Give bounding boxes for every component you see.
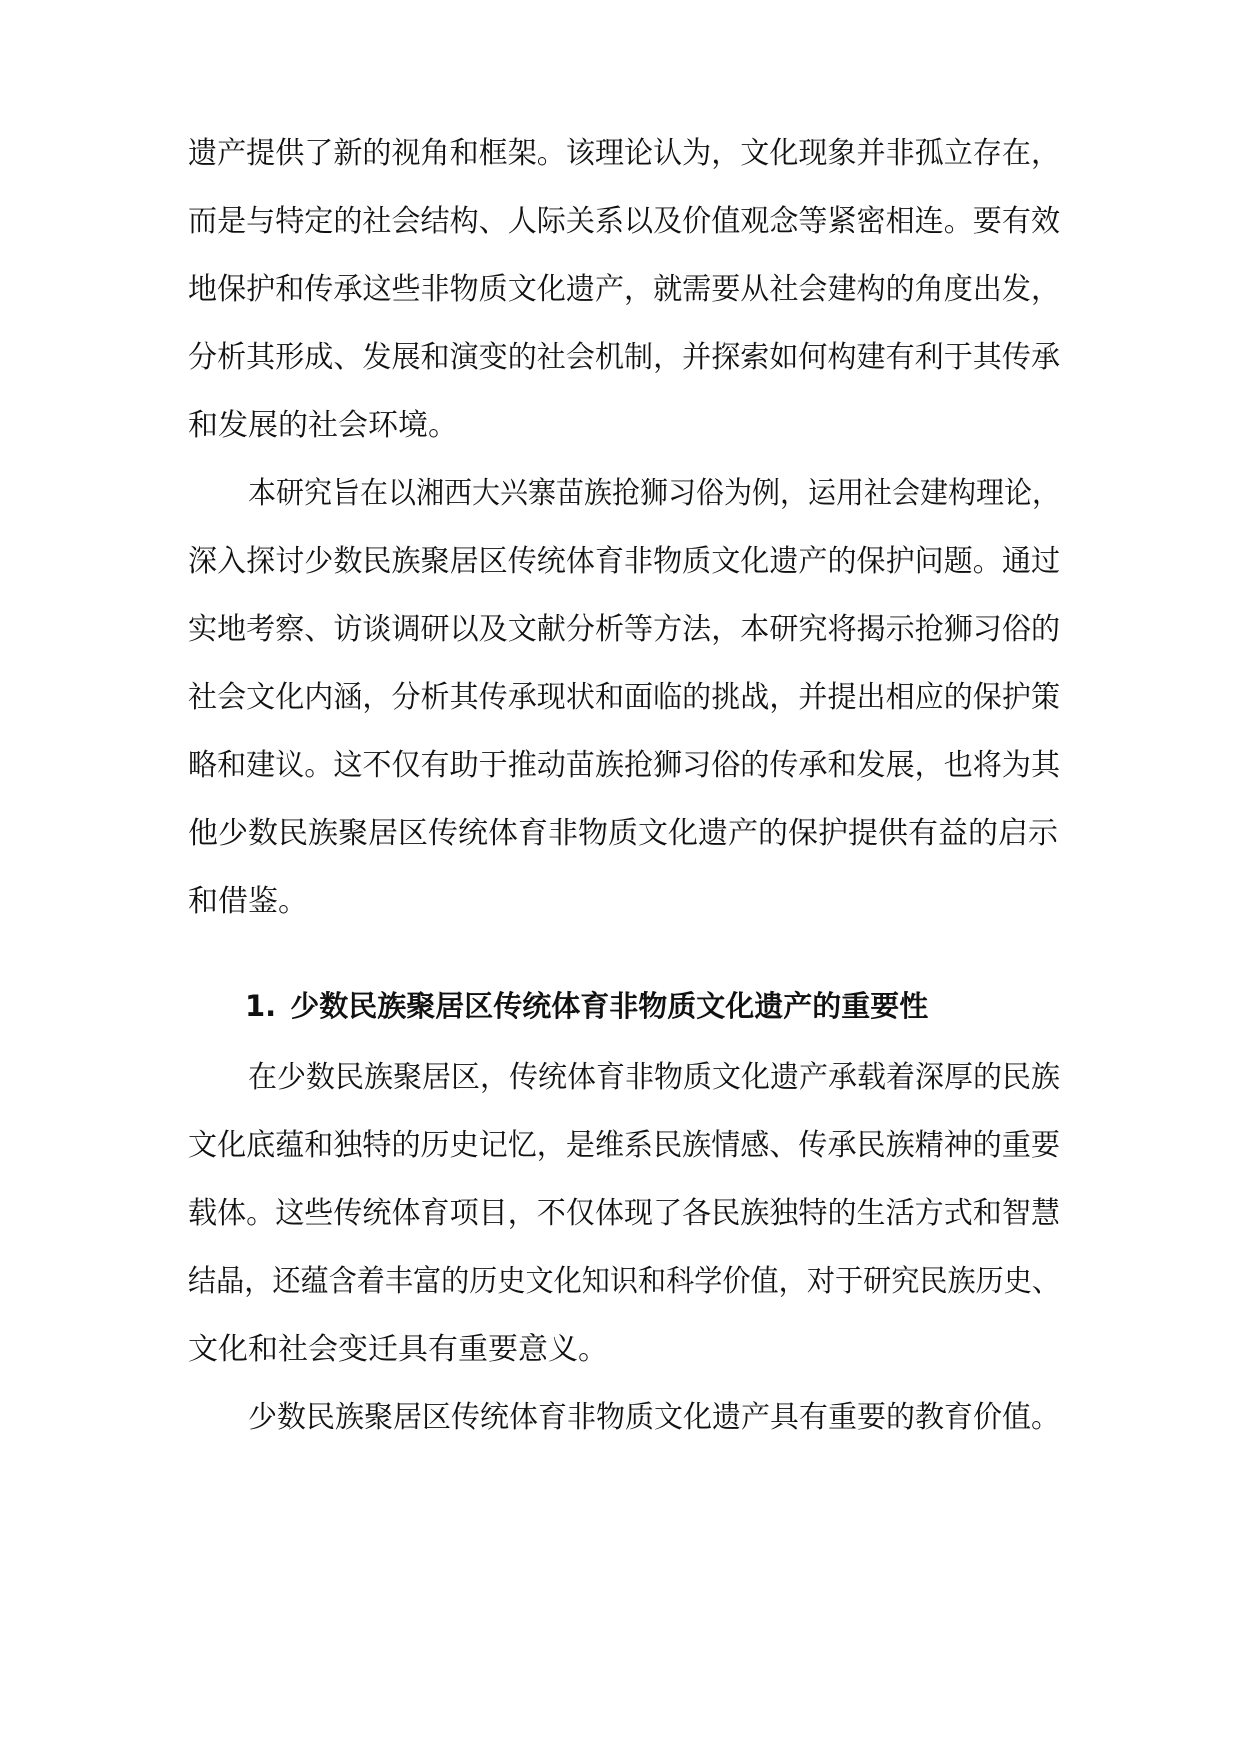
paragraph-2-line-6: 他少数民族聚居区传统体育非物质文化遗产的保护提供有益的启示 — [188, 816, 1058, 851]
section-paragraph-1-line-5: 文化和社会变迁具有重要意义。 — [188, 1332, 608, 1367]
paragraph-2-line-4: 社会文化内涵，分析其传承现状和面临的挑战，并提出相应的保护策 — [188, 680, 1061, 715]
paragraph-1-line-3: 地保护和传承这些非物质文化遗产，就需要从社会建构的角度出发， — [188, 272, 1061, 307]
section-paragraph-1-line-2: 文化底蕴和独特的历史记忆，是维系民族情感、传承民族精神的重要 — [188, 1128, 1061, 1163]
paragraph-1-line-2: 而是与特定的社会结构、人际关系以及价值观念等紧密相连。要有效 — [188, 204, 1061, 239]
section-title: 少数民族聚居区传统体育非物质文化遗产的重要性 — [290, 989, 929, 1023]
section-paragraph-1-line-3: 载体。这些传统体育项目，不仅体现了各民族独特的生活方式和智慧 — [188, 1196, 1061, 1231]
paragraph-2-line-2: 深入探讨少数民族聚居区传统体育非物质文化遗产的保护问题。通过 — [188, 544, 1061, 579]
section-paragraph-1-line-1: 在少数民族聚居区，传统体育非物质文化遗产承载着深厚的民族 — [248, 1060, 1061, 1095]
section-heading — [245, 986, 928, 1026]
paragraph-1-line-1: 遗产提供了新的视角和框架。该理论认为，文化现象并非孤立存在， — [188, 136, 1061, 171]
paragraph-1-line-4: 分析其形成、发展和演变的社会机制，并探索如何构建有利于其传承 — [188, 340, 1061, 375]
paragraph-1-line-5: 和发展的社会环境。 — [188, 408, 458, 443]
paragraph-2-line-1: 本研究旨在以湘西大兴寨苗族抢狮习俗为例，运用社会建构理论， — [248, 476, 1060, 511]
paragraph-2-line-7: 和借鉴。 — [188, 884, 308, 919]
section-paragraph-2-line-1: 少数民族聚居区传统体育非物质文化遗产具有重要的教育价值。 — [248, 1400, 1061, 1435]
paragraph-2-line-5: 略和建议。这不仅有助于推动苗族抢狮习俗的传承和发展，也将为其 — [188, 748, 1061, 783]
section-number: 1. — [245, 989, 277, 1023]
paragraph-2-line-3: 实地考察、访谈调研以及文献分析等方法，本研究将揭示抢狮习俗的 — [188, 612, 1061, 647]
section-paragraph-1-line-4: 结晶，还蕴含着丰富的历史文化知识和科学价值，对于研究民族历史、 — [188, 1264, 1060, 1299]
